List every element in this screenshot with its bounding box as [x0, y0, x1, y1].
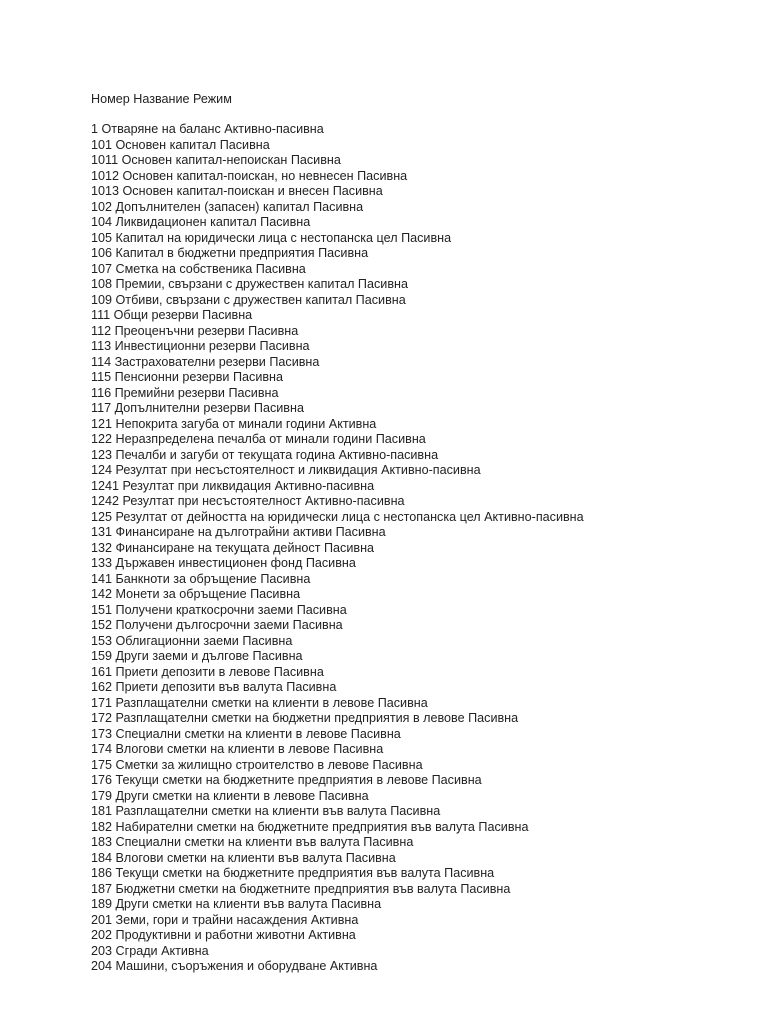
- account-entry: 153 Облигационни заеми Пасивна: [91, 633, 293, 648]
- account-entry: 112 Преоценъчни резерви Пасивна: [91, 323, 299, 338]
- account-entry: 132 Финансиране на текущата дейност Пасивна: [91, 540, 375, 555]
- account-entry: 202 Продуктивни и работни животни Активна: [91, 928, 356, 942]
- account-entry: 204 Машини, съоръжения и оборудване Активна: [91, 959, 378, 973]
- account-entry: 133 Държавен инвестиционен фонд Пасивна: [91, 556, 356, 570]
- account-entry: 184 Влогови сметки на клиенти във валута Пасивна: [91, 850, 396, 865]
- account-entry: 141 Банкноти за обръщение Пасивна: [91, 571, 311, 586]
- account-entry: 115 Пенсионни резерви Пасивна: [91, 370, 283, 384]
- account-entry: 175 Сметки за жилищно строителство в левове Пасивна: [91, 757, 423, 772]
- account-entry: 121 Непокрита загуба от минали години Активна: [91, 416, 377, 431]
- account-entry: 109 Отбиви, свързани с дружествен капитал Пасивна: [91, 292, 406, 307]
- account-entry: 189 Други сметки на клиенти във валута Пасивна: [91, 897, 382, 911]
- account-entry: 1 Отваряне на баланс Активно-пасивна: [91, 122, 324, 136]
- account-entry: 186 Текущи сметки на бюджетните предприятия във валута Пасивна: [91, 866, 495, 880]
- account-entry: 181 Разплащателни сметки на клиенти във валута Пасивна: [91, 804, 441, 818]
- account-entry: 172 Разплащателни сметки на бюджетни предприятия в левове Пасивна: [91, 711, 519, 725]
- account-entry: 124 Резултат при несъстоятелност и ликвидация Активно-пасивна: [91, 463, 481, 477]
- account-entry: 108 Премии, свързани с дружествен капитал Пасивна: [91, 277, 408, 291]
- account-entry: 1011 Основен капитал-непоискан Пасивна: [91, 153, 341, 167]
- account-entry: 106 Капитал в бюджетни предприятия Пасивна: [91, 246, 369, 260]
- account-entry: 116 Премийни резерви Пасивна: [91, 385, 279, 400]
- account-entry: 104 Ликвидационен капитал Пасивна: [91, 215, 311, 229]
- account-entry: 131 Финансиране на дълготрайни активи Пасивна: [91, 525, 386, 539]
- account-entry: 159 Други заеми и дългове Пасивна: [91, 649, 303, 663]
- account-entry: 183 Специални сметки на клиенти във валута Пасивна: [91, 835, 414, 849]
- account-entry: 152 Получени дългосрочни заеми Пасивна: [91, 618, 343, 632]
- account-entry: 122 Неразпределена печалба от минали години Пасивна: [91, 432, 426, 446]
- account-entry: 105 Капитал на юридически лица с нестопанска цел Пасивна: [91, 230, 452, 245]
- account-entry: 1241 Резултат при ликвидация Активно-пасивна: [91, 478, 375, 493]
- account-entry: 182 Набирателни сметки на бюджетните предприятия във валута Пасивна: [91, 819, 529, 834]
- account-entry: 173 Специални сметки на клиенти в левове Пасивна: [91, 726, 401, 741]
- account-entry: 142 Монети за обръщение Пасивна: [91, 587, 301, 601]
- account-list: [91, 122, 751, 975]
- document-body: [91, 91, 751, 975]
- account-entry: 201 Земи, гори и трайни насаждения Активна: [91, 912, 359, 927]
- account-entry: 176 Текущи сметки на бюджетните предприятия в левове Пасивна: [91, 773, 482, 787]
- account-entry: 123 Печалби и загуби от текущата година Активно-пасивна: [91, 447, 439, 462]
- account-entry: 171 Разплащателни сметки на клиенти в левове Пасивна: [91, 695, 428, 710]
- account-entry: 113 Инвестиционни резерви Пасивна: [91, 339, 310, 353]
- account-entry: 187 Бюджетни сметки на бюджетните предприятия във валута Пасивна: [91, 881, 511, 896]
- account-entry: 161 Приети депозити в левове Пасивна: [91, 664, 324, 679]
- account-entry: 162 Приети депозити във валута Пасивна: [91, 680, 337, 694]
- account-entry: 174 Влогови сметки на клиенти в левове Пасивна: [91, 742, 384, 756]
- account-entry: 114 Застрахователни резерви Пасивна: [91, 354, 320, 369]
- account-entry: 151 Получени краткосрочни заеми Пасивна: [91, 602, 347, 617]
- account-entry: 1242 Резултат при несъстоятелност Активно-пасивна: [91, 494, 405, 508]
- account-entry: 111 Общи резерви Пасивна: [91, 308, 253, 322]
- account-entry: 1013 Основен капитал-поискан и внесен Пасивна: [91, 184, 383, 198]
- account-entry: 107 Сметка на собственика Пасивна: [91, 261, 306, 276]
- column-header-line: Номер Название Режим: [91, 92, 232, 106]
- account-entry: 117 Допълнителни резерви Пасивна: [91, 401, 304, 415]
- account-entry: 101 Основен капитал Пасивна: [91, 137, 270, 152]
- account-entry: 179 Други сметки на клиенти в левове Пасивна: [91, 788, 369, 803]
- account-entry: 102 Допълнителен (запасен) капитал Пасивна: [91, 199, 364, 214]
- account-entry: 203 Сгради Активна: [91, 943, 209, 958]
- account-entry: 125 Резултат от дейността на юридически лица с нестопанска цел Активно-пасивна: [91, 509, 584, 524]
- account-entry: 1012 Основен капитал-поискан, но невнесен Пасивна: [91, 168, 408, 183]
